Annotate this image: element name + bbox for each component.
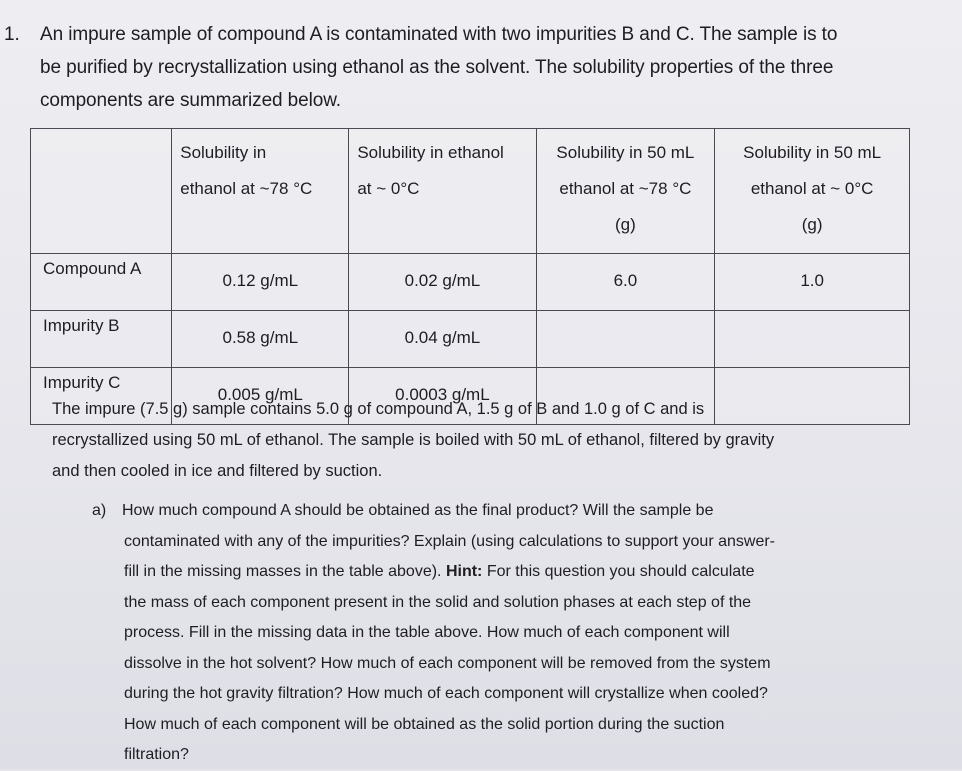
cell-hot: 0.12 g/mL [172, 254, 349, 311]
header-text: ethanol at ~ 0°C [750, 179, 874, 198]
cell-hot50-blank [536, 311, 715, 368]
header-cold-solubility [349, 129, 536, 254]
row-label: Impurity C [31, 368, 172, 425]
part-a-line-4: the mass of each component present in the solid and solution phases at each step of the [124, 593, 752, 611]
table-header-row [31, 129, 910, 254]
cell-hot50: 6.0 [536, 254, 715, 311]
intro-line-3: components are summarized below. [40, 90, 341, 111]
header-cold-50ml [715, 129, 910, 254]
body-line-1: The impure (7.5 g) sample contains 5.0 g of compound A, 1.5 g of B and 1.0 g of C and is [52, 400, 705, 418]
intro-line-1: An impure sample of compound A is contaminated with two impurities B and C. The sample is to [40, 24, 838, 45]
part-a-line-2: contaminated with any of the impurities? Explain (using calculations to support your answer- [124, 532, 775, 550]
part-a-line-6: dissolve in the hot solvent? How much of each component will be removed from the system [124, 654, 771, 672]
solubility-table [30, 128, 910, 425]
row-label: Impurity B [31, 311, 172, 368]
cell-hot: 0.58 g/mL [172, 311, 349, 368]
cell-hot: 0.005 g/mL [172, 368, 349, 425]
part-a-line-3 [92, 557, 852, 588]
intro-line-2: be purified by recrystallization using ethanol as the solvent. The solubility properties of the three [40, 57, 834, 78]
part-a-line-1: How much compound A should be obtained as the final product? Will the sample be [122, 502, 714, 519]
part-a-label: a) [92, 502, 107, 519]
question-number: 1. [4, 24, 20, 45]
cell-cold: 0.04 g/mL [349, 311, 536, 368]
row-label: Compound A [31, 254, 172, 311]
part-a-line-3-pre: fill in the missing masses in the table above). [124, 563, 442, 580]
hint-label: Hint: [445, 563, 483, 580]
cell-cold: 0.02 g/mL [349, 254, 536, 311]
part-a [92, 496, 852, 771]
header-hot-50ml [536, 129, 715, 254]
part-a-line-7: during the hot gravity filtration? How much of each component will crystallize when cooled? [124, 685, 768, 702]
header-blank-cell [31, 129, 172, 254]
part-a-line-9: filtration? [124, 746, 189, 763]
header-hot-solubility [172, 129, 349, 254]
part-a-line-3-post: For this question you should calculate [486, 563, 755, 580]
part-a-line-8: How much of each component will be obtained as the solid portion during the suction [124, 715, 725, 733]
question-intro [4, 18, 884, 117]
part-a-line-5: process. Fill in the missing data in the table above. How much of each component will [124, 624, 730, 641]
header-text: Solubility in 50 mL [743, 143, 882, 162]
header-text: Solubility in [180, 143, 267, 162]
header-text: ethanol at ~78 °C [180, 179, 313, 198]
table-row [31, 254, 910, 311]
header-text: ethanol at ~78 °C [559, 179, 692, 198]
header-text: at ~ 0°C [357, 179, 420, 198]
body-line-2: recrystallized using 50 mL of ethanol. The sample is boiled with 50 mL of ethanol, filtered by gravity [52, 431, 775, 449]
cell-cold: 0.0003 g/mL [349, 368, 536, 425]
header-text: (g) [615, 215, 636, 234]
header-text: Solubility in 50 mL [556, 143, 695, 162]
header-text: Solubility in ethanol [357, 143, 504, 162]
table-row [31, 311, 910, 368]
header-text: (g) [801, 215, 823, 234]
body-line-3: and then cooled in ice and filtered by suction. [52, 462, 383, 480]
cell-cold50-blank [715, 311, 910, 368]
sample-description [52, 394, 852, 487]
cell-cold50: 1.0 [715, 254, 910, 311]
